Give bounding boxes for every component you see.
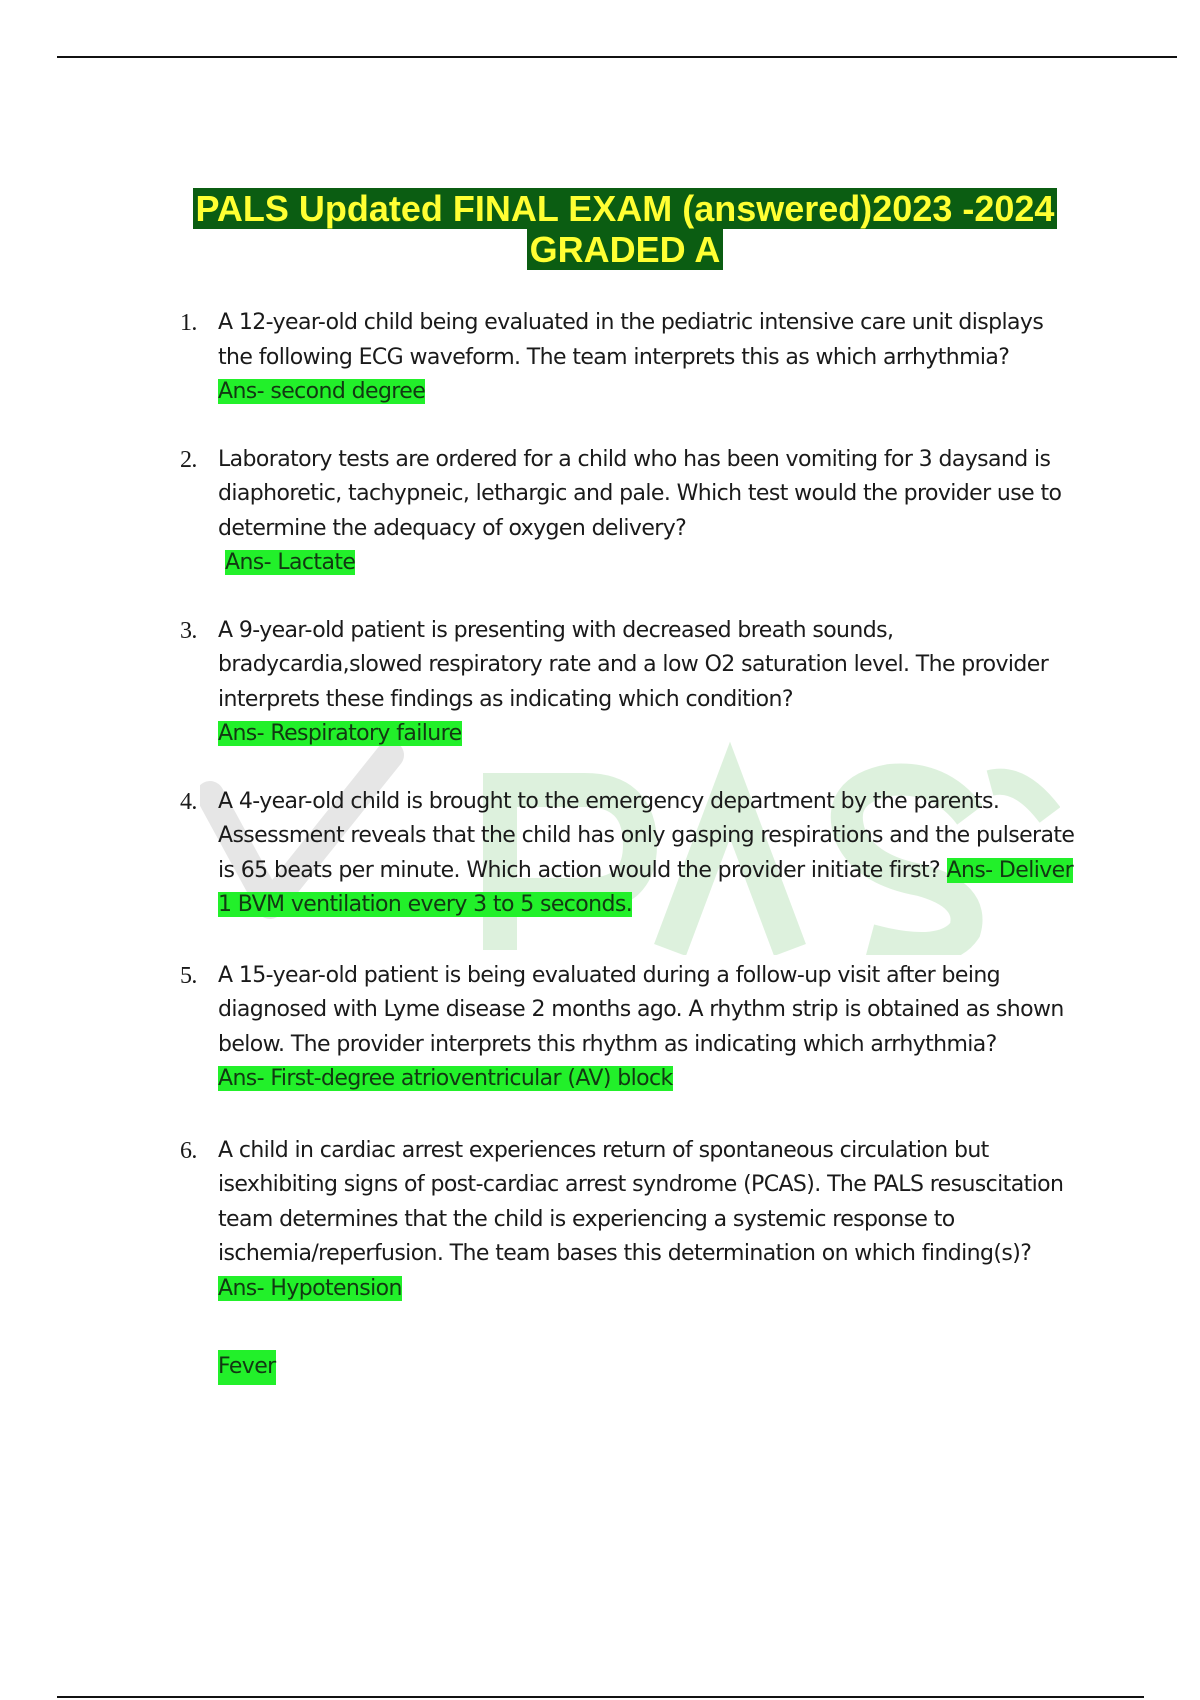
question-item xyxy=(180,785,1080,923)
header-rule xyxy=(57,56,1177,58)
question-number: 4. xyxy=(180,788,197,815)
question-number: 2. xyxy=(180,446,197,473)
answer-highlight: Ans- second degree xyxy=(218,379,426,404)
question-number: 5. xyxy=(180,962,197,989)
document-title xyxy=(150,188,1100,270)
answer-highlight-extra: Fever xyxy=(218,1350,276,1385)
question-text: Laboratory tests are ordered for a child who has been vomiting for 3 daysand is diaphoretic, tachypneic, lethargic and pale. Which test would the provider use to determine the adequacy of oxygen delivery? xyxy=(218,446,1062,541)
title-line-1: PALS Updated FINAL EXAM (answered)2023 -2024 xyxy=(193,188,1058,229)
question-number: 3. xyxy=(180,617,197,644)
question-text: A child in cardiac arrest experiences return of spontaneous circulation but isexhibiting signs of post-cardiac arrest syndrome (PCAS). The PALS resuscitation team determines that the child is experiencing a systemic response to ischemia/reperfusion. The team bases this determination on which finding(s)? xyxy=(218,1137,1064,1266)
question-list xyxy=(180,306,1080,1385)
question-item xyxy=(180,443,1080,581)
question-text: A 9-year-old patient is presenting with decreased breath sounds, bradycardia,slowed respiratory rate and a low O2 saturation level. The provider interprets these findings as indicating which condition? xyxy=(218,617,1049,712)
footer-rule xyxy=(57,1696,1144,1698)
answer-highlight: Ans- Hypotension xyxy=(218,1275,402,1301)
question-text: A 15-year-old patient is being evaluated during a follow-up visit after being diagnosed with Lyme disease 2 months ago. A rhythm strip is obtained as shown below. The provider interprets this rhythm as indicating which arrhythmia? xyxy=(218,962,1064,1057)
question-number: 1. xyxy=(180,310,197,336)
question-item xyxy=(180,306,1080,410)
answer-highlight: Ans- Deliver 1 BVM ventilation every 3 to 5 seconds. xyxy=(218,857,1074,917)
answer-highlight: Ans- Respiratory failure xyxy=(218,721,462,746)
question-text: A 4-year-old child is brought to the emergency department by the parents. Assessment reveals that the child has only gasping respirations and the pulserate is 65 beats per minute. Which action would the provider initiate first? xyxy=(218,788,1075,883)
answer-highlight: Ans- First-degree atrioventricular (AV) block xyxy=(218,1066,673,1091)
question-number: 6. xyxy=(180,1137,197,1164)
answer-highlight: Ans- Lactate xyxy=(225,550,356,575)
question-item xyxy=(180,1134,1080,1385)
question-text: A 12-year-old child being evaluated in the pediatric intensive care unit displays the following ECG waveform. The team interprets this as which arrhythmia? xyxy=(218,310,1044,370)
question-item xyxy=(180,959,1080,1097)
title-line-2: GRADED A xyxy=(527,229,724,270)
question-item xyxy=(180,614,1080,752)
